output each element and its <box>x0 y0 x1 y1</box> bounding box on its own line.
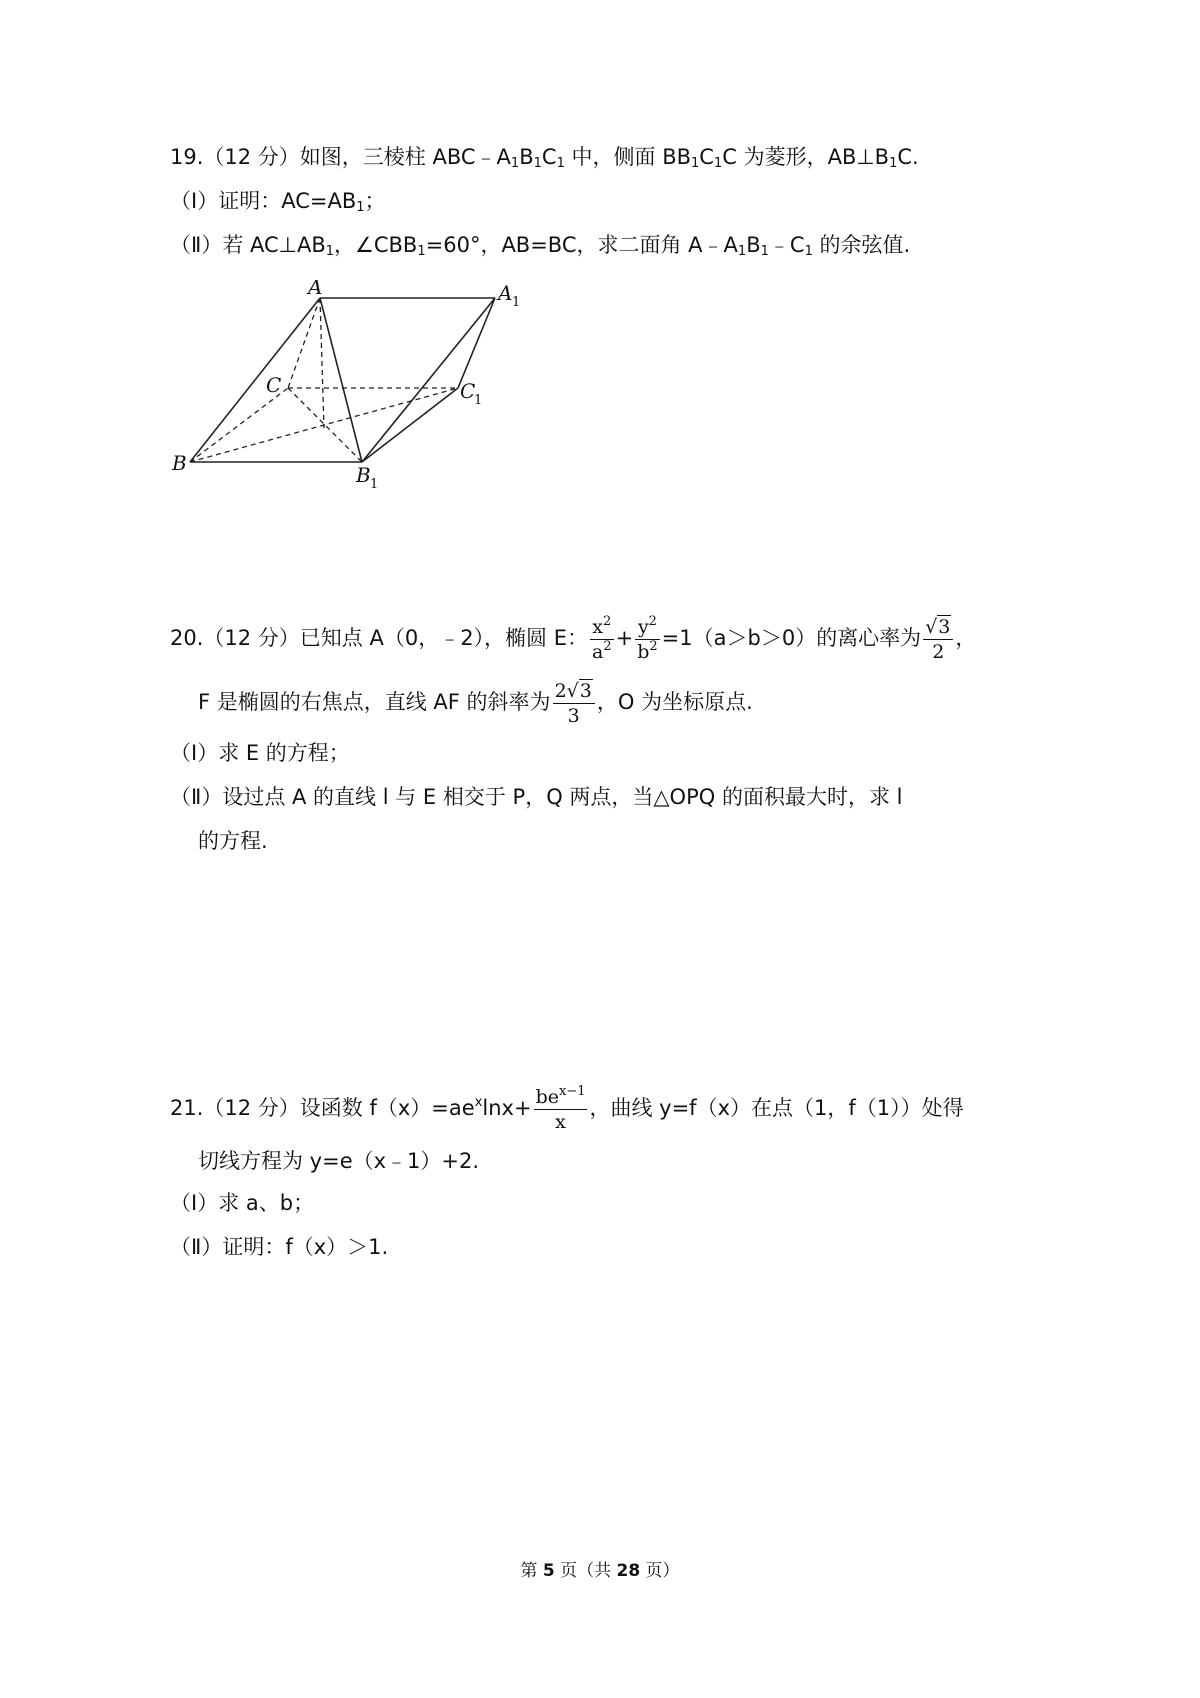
label-c1: C <box>460 379 476 403</box>
q21-line1: 21.（12 分）设函数 $f(x)=ae^x\ln x+$ $\frac{be^{x-1}}{x}$ ，曲线 y=f（x）在点（1，f（1））处得 <box>170 1083 964 1133</box>
edge-a-b1 <box>320 298 362 462</box>
edge-a1-c1 <box>458 298 495 388</box>
q20-line2: F 是椭圆的右焦点，直线 AF 的斜率为 $\frac{2√3}{3}$ ，O 为坐标原点. <box>198 679 753 727</box>
label-b1-sub: 1 <box>370 477 379 492</box>
label-b: B <box>172 451 187 475</box>
page-total: 28 <box>616 1561 641 1581</box>
label-a1: A <box>498 281 513 305</box>
q19-title: 19.（12 分）如图，三棱柱 $ABC﹣A_1B_1C_1$ 中，侧面 $BB_1C_1C$ 为菱形，$AB\perp B_1C$. <box>170 145 919 171</box>
prism-figure <box>160 280 550 495</box>
q21-part1: （Ⅰ）求 a、b； <box>170 1191 315 1215</box>
q19-part1: （Ⅰ）证明：$AC=AB_1$； <box>170 189 386 215</box>
edge-b1-c1 <box>362 388 458 462</box>
q20-part2-b: 的方程. <box>198 829 268 853</box>
frac-x2-a2: $\frac{x^2}{a^2}$ <box>592 613 612 663</box>
q21-line2: 切线方程为 y=e（x﹣1）+2. <box>198 1149 480 1173</box>
label-c: C <box>266 373 282 397</box>
frac-2sqrt3-over-3: $\frac{2√3}{3}$ <box>553 679 595 728</box>
q19-part2: （Ⅱ）若 $AC\perp AB_1$，$\angle CBB_1=60^\circ$，AB=BC，求二面角 $A﹣A_1B_1﹣C_1$ 的余弦值. <box>170 233 911 259</box>
frac-y2-b2: $\frac{y^2}{b^2}$ <box>637 613 658 663</box>
label-b1: B <box>356 463 371 487</box>
label-a: A <box>308 280 323 299</box>
q20-line1: 20.（12 分）已知点 A（0，﹣2），椭圆 E： $\frac{x^2}{a^2}$ + $\frac{y^2}{b^2}$ =1（a＞b＞0）的离心率为 $\frac{√3}{2}$ ， <box>170 613 977 663</box>
page-number: 5 <box>542 1561 555 1581</box>
q20-part2-a: （Ⅱ）设过点 A 的直线 l 与 E 相交于 P，Q 两点，当△OPQ 的面积最大时，求 l <box>170 785 903 809</box>
label-a1-sub: 1 <box>512 295 521 310</box>
edge-a-b <box>190 298 320 462</box>
page-footer: 第 5 页（共 28 页） <box>520 1561 680 1581</box>
frac-be-over-x: $\frac{be^{x-1}}{x}$ <box>535 1083 586 1133</box>
q21-part2: （Ⅱ）证明：f（x）＞1. <box>170 1235 389 1259</box>
label-c1-sub: 1 <box>474 393 483 408</box>
edge-a-c <box>288 298 320 388</box>
frac-sqrt3-over-2: $\frac{√3}{2}$ <box>923 615 953 664</box>
altitude-a <box>320 298 324 428</box>
q20-part1: （Ⅰ）求 E 的方程； <box>170 741 350 765</box>
